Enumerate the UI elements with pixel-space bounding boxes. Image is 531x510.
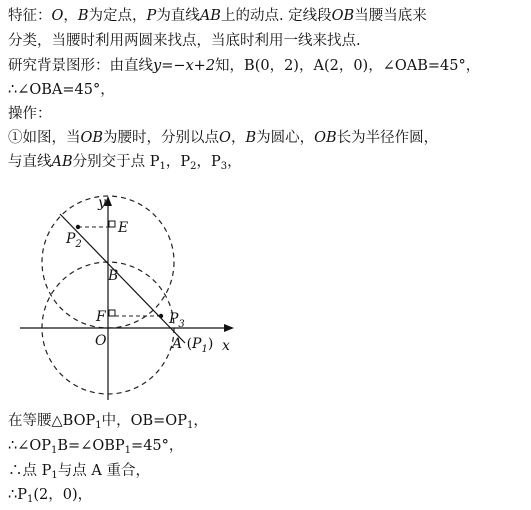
text-run: 中，OB=OP xyxy=(101,413,187,429)
text-run: ∴∠OP xyxy=(8,438,52,454)
text-run: ， xyxy=(227,154,242,170)
line-9 xyxy=(8,436,183,456)
line-3 xyxy=(8,56,480,76)
label-B: B xyxy=(108,268,119,284)
text-run: ∴∠OBA=45°， xyxy=(8,82,115,98)
line-4 xyxy=(8,80,115,100)
text-run: ， xyxy=(193,413,208,429)
line-6 xyxy=(8,128,438,148)
label-A-P1: A $(P_1)$ xyxy=(172,336,214,355)
geometry-figure xyxy=(10,190,240,400)
text-run: 上的动点. 定线段 xyxy=(220,8,332,24)
subscript: 1 xyxy=(159,161,166,172)
line-10 xyxy=(8,461,150,481)
equation: y=−x+2 xyxy=(153,58,216,74)
text-run: 知， xyxy=(215,58,245,74)
x-axis-arrow xyxy=(224,324,234,332)
point-B: B xyxy=(245,130,257,146)
text-run: ， xyxy=(63,8,78,24)
text-run: B=∠OBP xyxy=(57,438,125,454)
subscript: 1 xyxy=(26,494,34,505)
text-run: ∴P xyxy=(8,487,27,503)
right-angle-E xyxy=(109,221,115,227)
subscript: 1 xyxy=(124,445,132,456)
subscript: 1 xyxy=(51,445,58,456)
text-run: 与直线 xyxy=(8,154,52,170)
text-run: 与点 A 重合， xyxy=(57,463,150,479)
subscript: 1 xyxy=(95,420,102,431)
right-angle-F xyxy=(109,310,115,316)
text-run: 分别交于点 P xyxy=(72,154,160,170)
text-run: ，P xyxy=(165,154,191,170)
point-O: O xyxy=(219,130,231,146)
subscript: 1 xyxy=(51,470,58,481)
label-P3: $P_3$ xyxy=(169,311,185,330)
text-run: 当腰当底来 xyxy=(354,8,427,24)
text-run: 长为半径作圆， xyxy=(336,130,439,146)
text-run: 为定点， xyxy=(88,8,147,24)
text-run: B(0，2)，A(2，0)，∠OAB=45°， xyxy=(244,58,481,74)
line-11 xyxy=(8,485,92,505)
segment-OB: OB xyxy=(80,130,104,146)
line-7 xyxy=(8,152,242,172)
line-5 xyxy=(8,104,52,124)
text-run: =45°， xyxy=(131,438,184,454)
label-P2: $P_2$ xyxy=(66,231,82,250)
subscript: 2 xyxy=(190,161,197,172)
text-run: 为直线 xyxy=(156,8,200,24)
text-run: 为腰时，分别以点 xyxy=(103,130,220,146)
label-y: y xyxy=(98,195,106,211)
text-run: ①如图，当 xyxy=(8,130,81,146)
subscript: 3 xyxy=(220,161,228,172)
line-2 xyxy=(8,31,361,51)
line-1 xyxy=(8,6,427,26)
point-P2 xyxy=(76,225,80,229)
text-run: ， xyxy=(230,130,246,146)
text-run: (2，0)， xyxy=(33,487,93,503)
label-E: E xyxy=(118,220,129,236)
line-AB: AB xyxy=(51,154,73,170)
point-P3 xyxy=(159,314,163,318)
text-run: 在等腰△BOP xyxy=(8,413,96,429)
line-AB: AB xyxy=(199,8,221,24)
text-run: ∴点 P xyxy=(8,463,52,479)
label-x: x xyxy=(222,338,230,354)
text-run: 特征： xyxy=(8,8,52,24)
text-run: 操作： xyxy=(8,106,52,122)
text-run: 研究背景图形：由直线 xyxy=(8,58,153,74)
text-run: 分类，当腰时利用两圆来找点，当底时利用一线来找点. xyxy=(8,33,361,49)
text-run: ，P xyxy=(196,154,221,170)
label-O: O xyxy=(95,333,107,349)
text-run: 为圆心， xyxy=(256,130,315,146)
point-O: O xyxy=(51,8,64,24)
label-F: F xyxy=(96,309,106,325)
segment-OB: OB xyxy=(331,8,355,24)
subscript: 1 xyxy=(186,420,194,431)
point-P: P xyxy=(146,8,157,24)
segment-OB: OB xyxy=(314,130,337,146)
line-8 xyxy=(8,411,208,431)
point-B: B xyxy=(77,8,89,24)
